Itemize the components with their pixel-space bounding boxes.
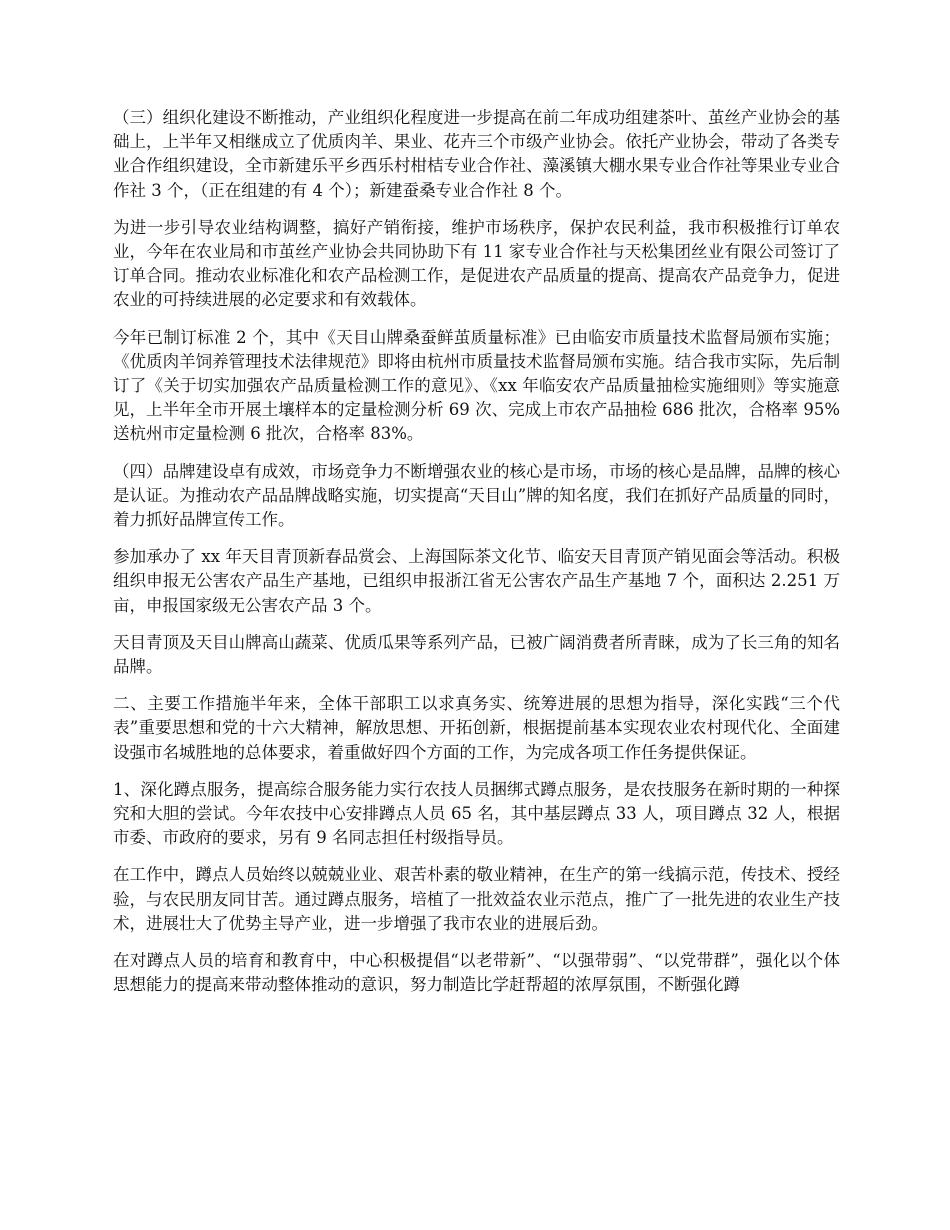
paragraph-3: 今年已制订标准 2 个，其中《天目山牌桑蚕鲜茧质量标准》已由临安市质量技术监督局颁布实施；《优质肉羊饲养管理技术法律规范》即将由杭州市质量技术监督局颁布实施。结合我市实际，先后制订了《关于切实加强农产品质量检测工作的意见》、《xx 年临安农产品质量抽检实施细则》等实施意见，上半年全市开展土壤样本的定量检测分析 69 次、完成上市农产品抽检 686 批次，合格率 95%送杭州市定量检测 6 批次，合格率 83%。 [113,327,840,444]
paragraph-9: 在工作中，蹲点人员始终以兢兢业业、艰苦朴素的敬业精神，在生产的第一线搞示范，传技术、授经验，与农民朋友同甘苦。通过蹲点服务，培植了一批效益农业示范点，推广了一批先进的农业生产技术，进展壮大了优势主导产业，进一步增强了我市农业的进展后劲。 [113,865,840,933]
paragraph-5: 参加承办了 xx 年天目青顶新春品赏会、上海国际茶文化节、临安天目青顶产销见面会等活动。积极组织申报无公害农产品生产基地，已组织申报浙江省无公害农产品生产基地 7 个，面积达 2.251 万亩，申报国家级无公害农产品 3 个。 [113,547,840,615]
paragraph-6: 天目青顶及天目山牌高山蔬菜、优质瓜果等系列产品，已被广阔消费者所青睐，成为了长三角的知名品牌。 [113,632,840,677]
paragraph-2: 为进一步引导农业结构调整，搞好产销衔接，维护市场秩序，保护农民利益，我市积极推行订单农业，今年在农业局和市茧丝产业协会共同协助下有 11 家专业合作社与天松集团丝业有限公司签订了订单合同。推动农业标准化和农产品检测工作，是促进农产品质量的提高、提高农产品竞争力，促进农业的可持续进展的必定要求和有效载体。 [113,217,840,310]
paragraph-1: （三）组织化建设不断推动，产业组织化程度进一步提高在前二年成功组建茶叶、茧丝产业协会的基础上，上半年又相继成立了优质肉羊、果业、花卉三个市级产业协会。依托产业协会，带动了各类专业合作组织建设，全市新建乐平乡西乐村柑桔专业合作社、藻溪镇大棚水果专业合作社等果业专业合作社 3 个，（正在组建的有 4 个）；新建蚕桑专业合作社 8 个。 [113,108,840,200]
paragraph-8: 1、深化蹲点服务，提高综合服务能力实行农技人员捆绑式蹲点服务，是农技服务在新时期的一种探究和大胆的尝试。今年农技中心安排蹲点人员 65 名，其中基层蹲点 33 人，项目蹲点 32 人，根据市委、市政府的要求，另有 9 名同志担任村级指导员。 [113,779,840,848]
document-body [113,106,840,1011]
paragraph-7: 二、主要工作措施半年来，全体干部职工以求真务实、统筹进展的思想为指导，深化实践“三个代表”重要思想和党的十六大精神，解放思想、开拓创新，根据提前基本实现农业农村现代化、全面建设强市名城胜地的总体要求，着重做好四个方面的工作，为完成各项工作任务提供保证。 [113,694,840,762]
paragraph-4: （四）品牌建设卓有成效，市场竞争力不断增强农业的核心是市场，市场的核心是品牌，品牌的核心是认证。为推动农产品品牌战略实施，切实提高“天目山”牌的知名度，我们在抓好产品质量的同时，着力抓好品牌宣传工作。 [113,461,840,530]
paragraph-10: 在对蹲点人员的培育和教育中，中心积极提倡“以老带新”、“以强带弱”、“以党带群”，强化以个体思想能力的提高来带动整体推动的意识，努力制造比学赶帮超的浓厚氛围，不断强化蹲 [113,951,840,995]
